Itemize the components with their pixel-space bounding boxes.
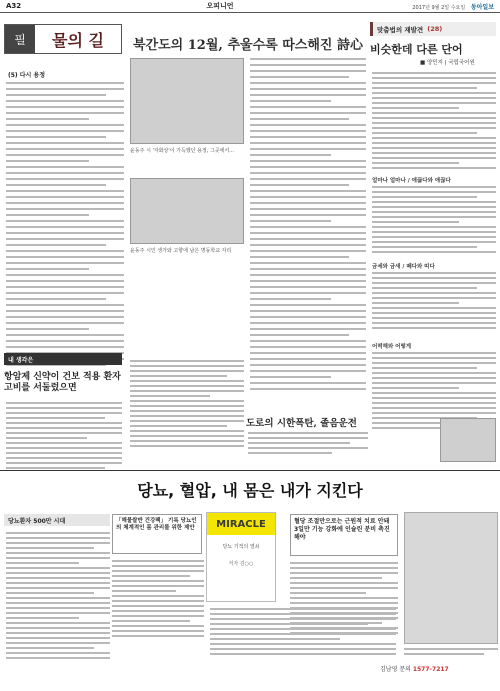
ad-footer: [380, 664, 449, 673]
right-subhead-2: 금세와 금새 / 떼다와 띠다: [372, 264, 435, 270]
right-tag-number: (28): [427, 25, 443, 33]
book-cover-band: MIRACLE: [207, 513, 275, 535]
right-column-title: 비슷한데 다른 단어: [370, 43, 463, 56]
right-tag-label: 맞춤법의 재발견: [377, 25, 424, 34]
right-subhead-3: 어떡해와 어떻게: [372, 344, 412, 350]
right-text-1: [372, 72, 496, 169]
lower-text-center: [130, 360, 244, 447]
date-text: 2017년 9월 2일 수요일: [412, 4, 466, 11]
article-text-col-2: [250, 58, 366, 390]
ad-headline: 당뇨, 혈압, 내 몸은 내가 지킨다: [137, 481, 363, 500]
lab-photo: [404, 512, 498, 644]
column-logo: [4, 24, 122, 54]
ad-quote-box: 「해물쌀반 건강팩」 기록 당뇨인의 체계적인 몸 관리를 위한 제안: [112, 514, 202, 554]
section-name: 오피니언: [206, 2, 234, 10]
drowsy-driving-headline: 도로의 시한폭탄, 졸음운전: [246, 418, 357, 429]
book-title: 당뇨 기적의 열쇠: [222, 544, 260, 550]
column-logo-name: 물의 길: [52, 30, 104, 50]
main-headline: 북간도의 12월, 추울수록 따스해진 詩心: [133, 38, 363, 53]
issue-date: [304, 2, 494, 11]
photo-caption-2: 윤동주 시인 생가와 고향에 남은 명동학교 자리: [130, 248, 232, 254]
opinion-text: [6, 402, 122, 469]
book-author: 저자 김○○: [228, 561, 254, 567]
ad-footer-name: 김남영: [380, 666, 398, 673]
opinion-box-head: 내 생각은: [4, 353, 122, 365]
ad-bottom-text: [210, 608, 396, 655]
ad-middle-text: [112, 560, 204, 637]
article-photo-main: [130, 58, 244, 144]
column-logo-mark: 필: [5, 25, 35, 53]
page-header: [0, 0, 500, 13]
drowsy-driving-text: [248, 432, 368, 454]
right-subhead-1: 얼마나 얼마나 / 애끓다와 애끊다: [372, 178, 451, 184]
left-column-text: [6, 82, 124, 366]
book-cover: [206, 512, 276, 602]
ad-footer-phone-label: 문의: [399, 666, 411, 673]
columnist-photo: [440, 418, 496, 462]
right-column-author: ■ 양민지 | 국립국어원: [420, 60, 475, 66]
ad-feature-box: 혈당 조절만으로는 근원적 치료 안돼 3일만 기능 강화에 인슐린 분비 촉진해야: [290, 514, 398, 556]
article-photo-secondary: [130, 178, 244, 244]
right-column-tag: [370, 22, 496, 36]
ad-left-text: [6, 532, 110, 659]
photo-caption: 윤동주 시 '자화상'이 가득했던 용정, 그곳에서...: [130, 148, 234, 154]
newspaper-brand: 동아일보: [470, 3, 494, 11]
opinion-headline: 항암제 신약이 건보 적용 환자 고비를 서둘렀으면: [4, 372, 121, 393]
right-text-2: [372, 186, 496, 253]
page-number: A32: [6, 2, 22, 10]
ad-left-subhead: 당뇨환자 500만 시대: [4, 514, 110, 526]
ad-lab-text: [404, 648, 498, 655]
section-divider: [0, 470, 500, 471]
ad-footer-phone: 1577-7217: [412, 666, 449, 673]
right-text-3: [372, 272, 496, 329]
column-byline: (5) 다시 용정: [8, 72, 46, 79]
